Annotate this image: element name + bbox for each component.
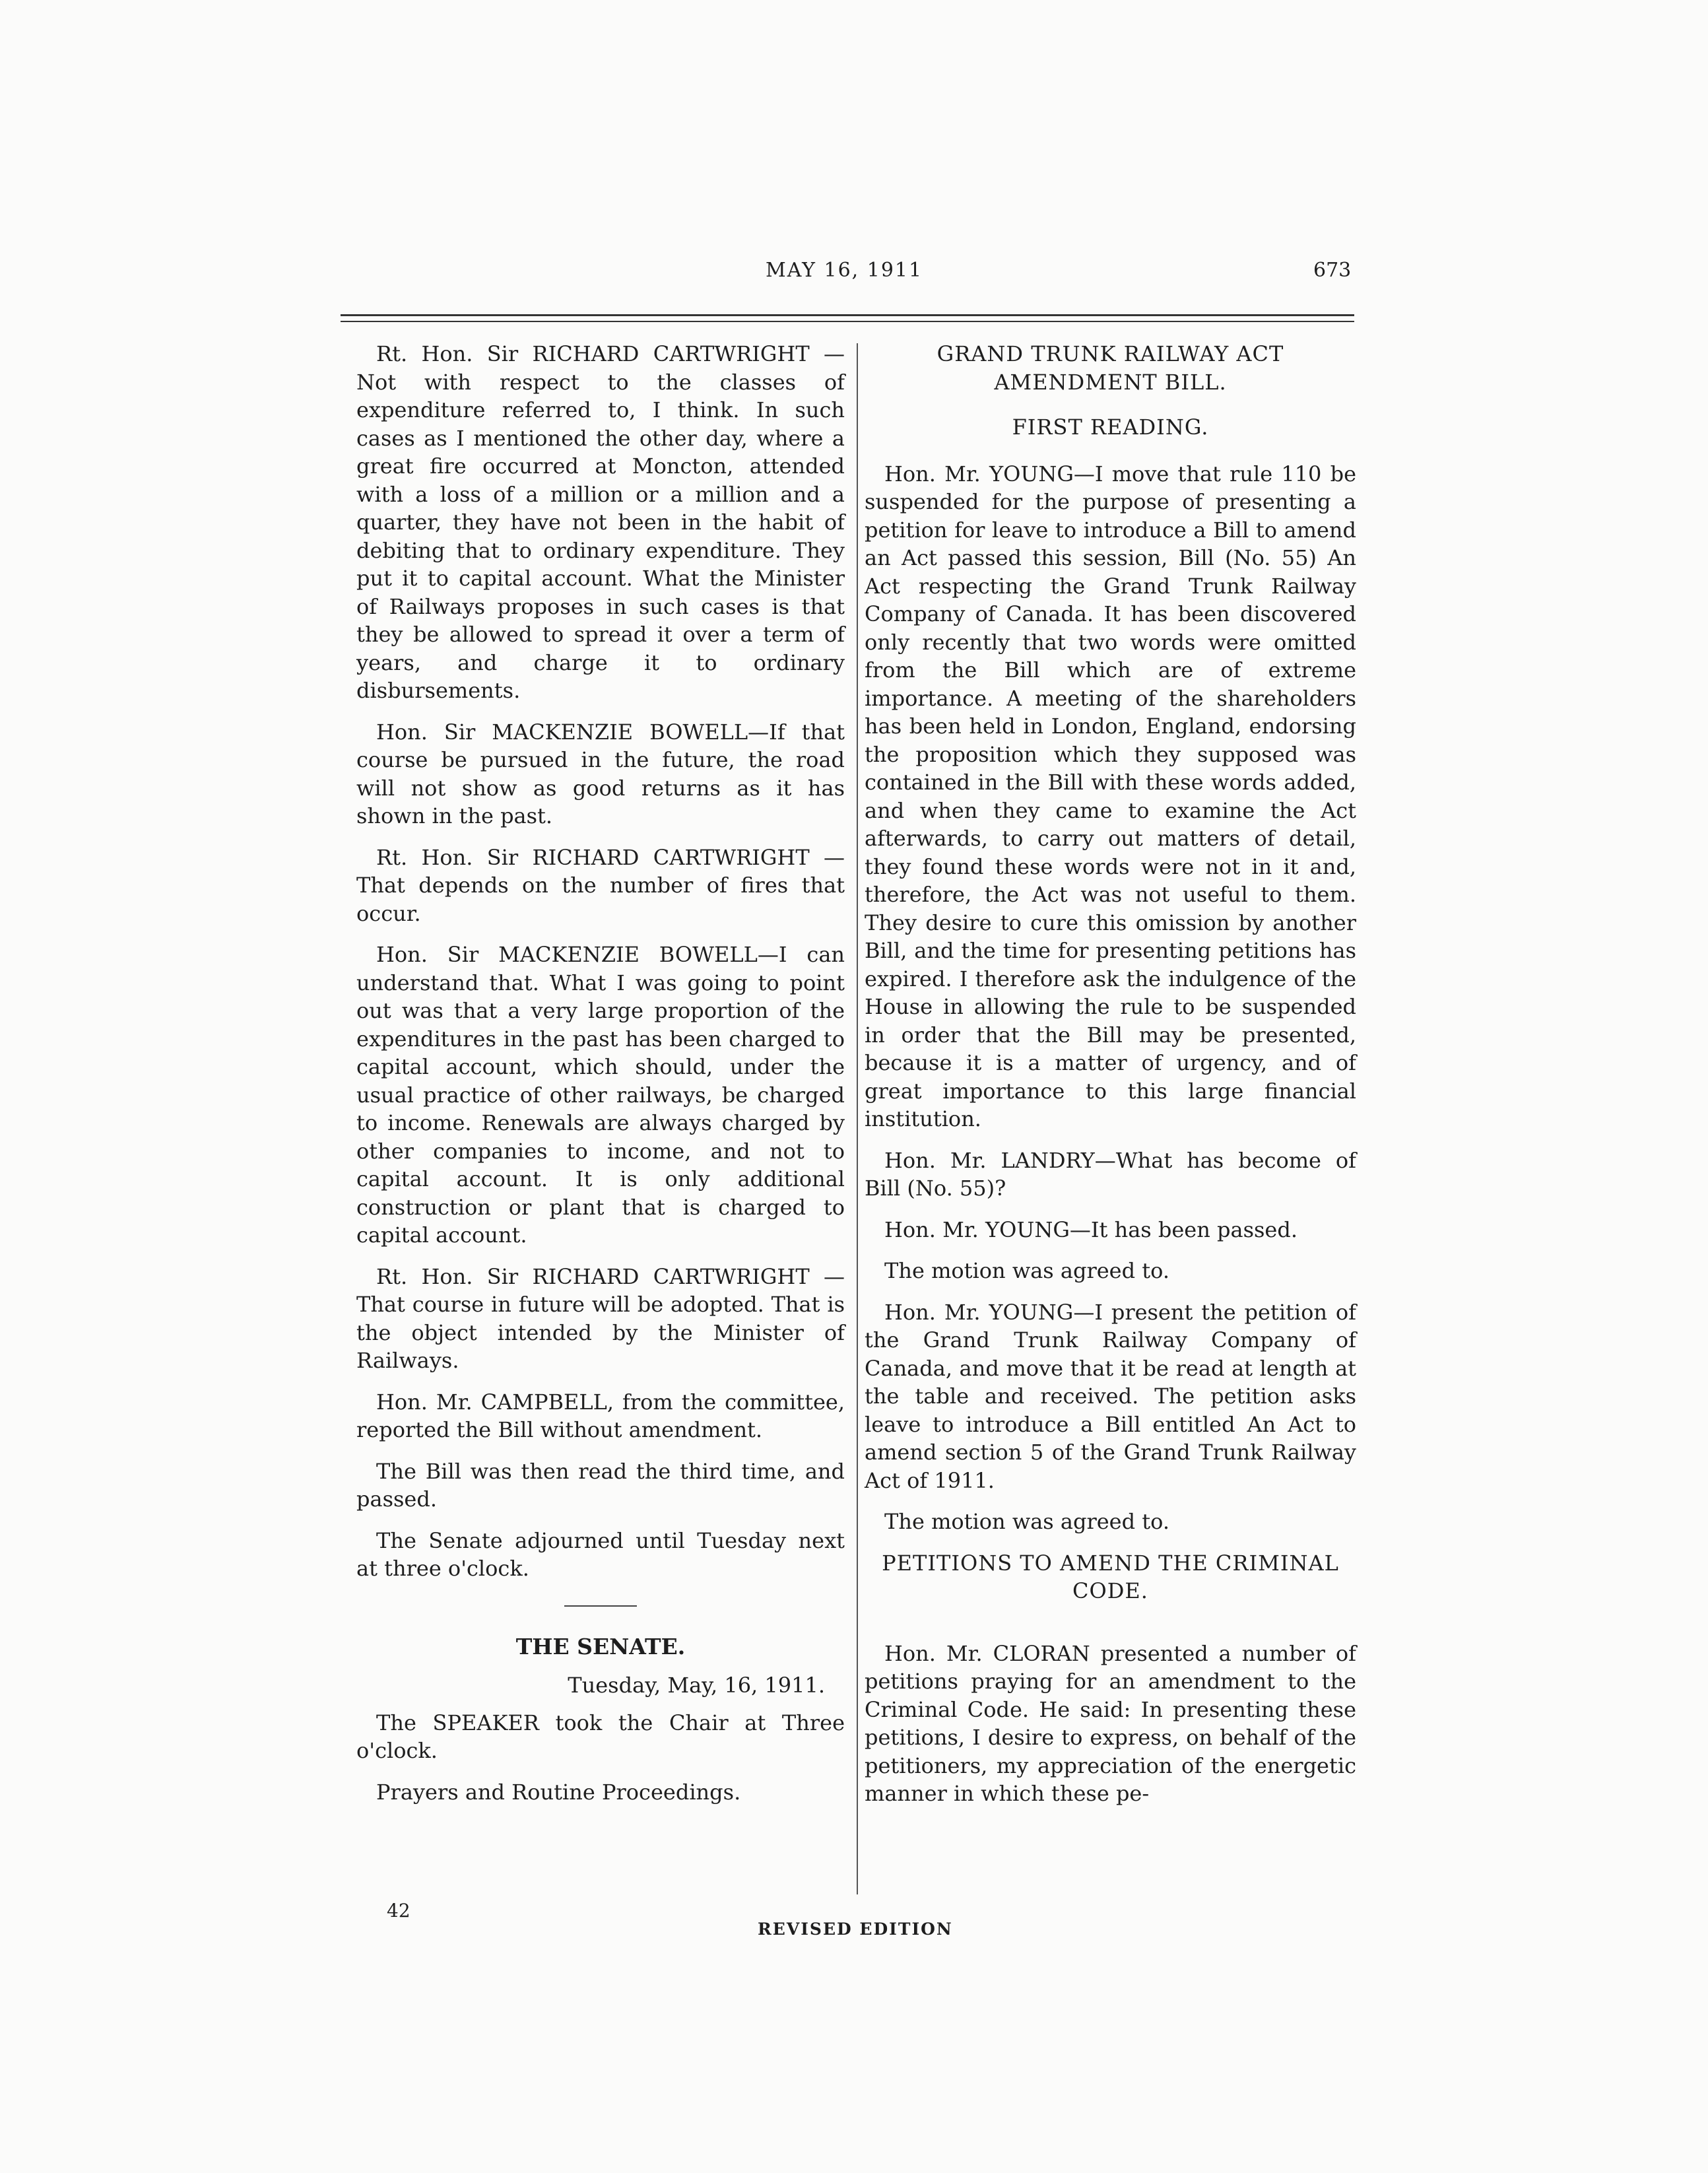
right-column [865,340,1356,1821]
left-paragraph: Rt. Hon. Sir RICHARD CARTWRIGHT —That course in future will be adopted. That is the object intended by the Minister of Railways. [356,1263,845,1373]
right-paragraph: The motion was agreed to. [884,1509,1169,1534]
bill-heading: GRAND TRUNK RAILWAY ACT AMENDMENT BILL. [936,341,1284,395]
senate-paragraph: Prayers and Routine Proceedings. [376,1779,741,1805]
right-paragraph: The motion was agreed to. [884,1258,1169,1283]
left-paragraph: Hon. Mr. CAMPBELL, from the committee, reported the Bill without amendment. [356,1389,845,1442]
header-rule-top [341,314,1354,316]
right-paragraph: Hon. Mr. LANDRY—What has become of Bill (No. 55)? [865,1147,1356,1201]
left-paragraph: Hon. Sir MACKENZIE BOWELL—If that course be pursued in the future, the road will not show as good returns as it has shown in the past. [356,719,845,828]
page-number: 673 [1313,259,1352,282]
left-column [356,340,845,1819]
senate-paragraph: The SPEAKER took the Chair at Three o'clock. [356,1710,845,1763]
session-dateline: Tuesday, May, 16, 1911. [568,1673,825,1698]
petitions-heading: PETITIONS TO AMEND THE CRIMINAL CODE. [882,1550,1339,1603]
page-header-date: MAY 16, 1911 [766,259,923,282]
section-separator [564,1605,637,1607]
left-paragraph: Rt. Hon. Sir RICHARD CARTWRIGHT —That depends on the number of fires that occur. [356,844,845,926]
right-paragraph: Hon. Mr. YOUNG—I move that rule 110 be suspended for the purpose of presenting a petition for leave to introduce a Bill to amend an Act passed this session, Bill (No. 55) An Act respecting the Grand Trunk Railway Company of Canada. It has been discovered only recently that two words were omitted from the Bill which are of extreme importance. A meeting of the shareholders has been held in London, England, endorsing the proposition which they supposed was contained in the Bill with these words added, and when they came to examine the Act afterwards, to carry out matters of detail, they found these words were not in it and, therefore, the Act was not useful to them. They desire to cure this omission by another Bill, and the time for presenting petitions has expired. I therefore ask the indulgence of the House in allowing the rule to be suspended in order that the Bill may be presented, because it is a matter of urgency, and of great importance to this large financial institution. [865,461,1356,1131]
right-paragraph: Hon. Mr. YOUNG—I present the petition of the Grand Trunk Railway Company of Canada, and move that it be read at length at the table and received. The petition asks leave to introduce a Bill entitled An Act to amend section 5 of the Grand Trunk Railway Act of 1911. [865,1299,1356,1493]
left-paragraph: Hon. Sir MACKENZIE BOWELL—I can understand that. What I was going to point out was that a very large proportion of the expenditures in the past has been charged to capital account, which should, under the usual practice of other railways, be charged to income. Renewals are always charged by other companies to income, and not to capital account. It is only additional construction or plant that is charged to capital account. [356,942,845,1248]
header-rule-bottom [341,321,1354,322]
column-divider [857,343,858,1894]
right-paragraph: Hon. Mr. CLORAN presented a number of petitions praying for an amendment to the Criminal Code. He said: In presenting these petitions, I desire to express, on behalf of the petitioners, my appreciation of the energetic manner in which these pe- [865,1640,1356,1806]
right-paragraph: Hon. Mr. YOUNG—It has been passed. [884,1217,1297,1242]
left-paragraph: The Bill was then read the third time, and passed. [356,1458,845,1512]
left-paragraph: The Senate adjourned until Tuesday next at three o'clock. [356,1527,845,1581]
signature-mark: 42 [387,1900,411,1922]
senate-heading: THE SENATE. [515,1633,686,1659]
left-paragraph: Rt. Hon. Sir RICHARD CARTWRIGHT —Not with respect to the classes of expenditure referred to, I think. In such cases as I mentioned the other day, where a great fire occurred at Moncton, attended with a loss of a million or a million and a quarter, they have not been in the habit of debiting that to ordinary expenditure. They put it to capital account. What the Minister of Railways proposes in such cases is that they be allowed to spread it over a term of years, and charge it to ordinary disbursements. [356,341,845,703]
first-reading-heading: FIRST READING. [1012,415,1209,440]
edition-label: REVISED EDITION [758,1920,953,1939]
